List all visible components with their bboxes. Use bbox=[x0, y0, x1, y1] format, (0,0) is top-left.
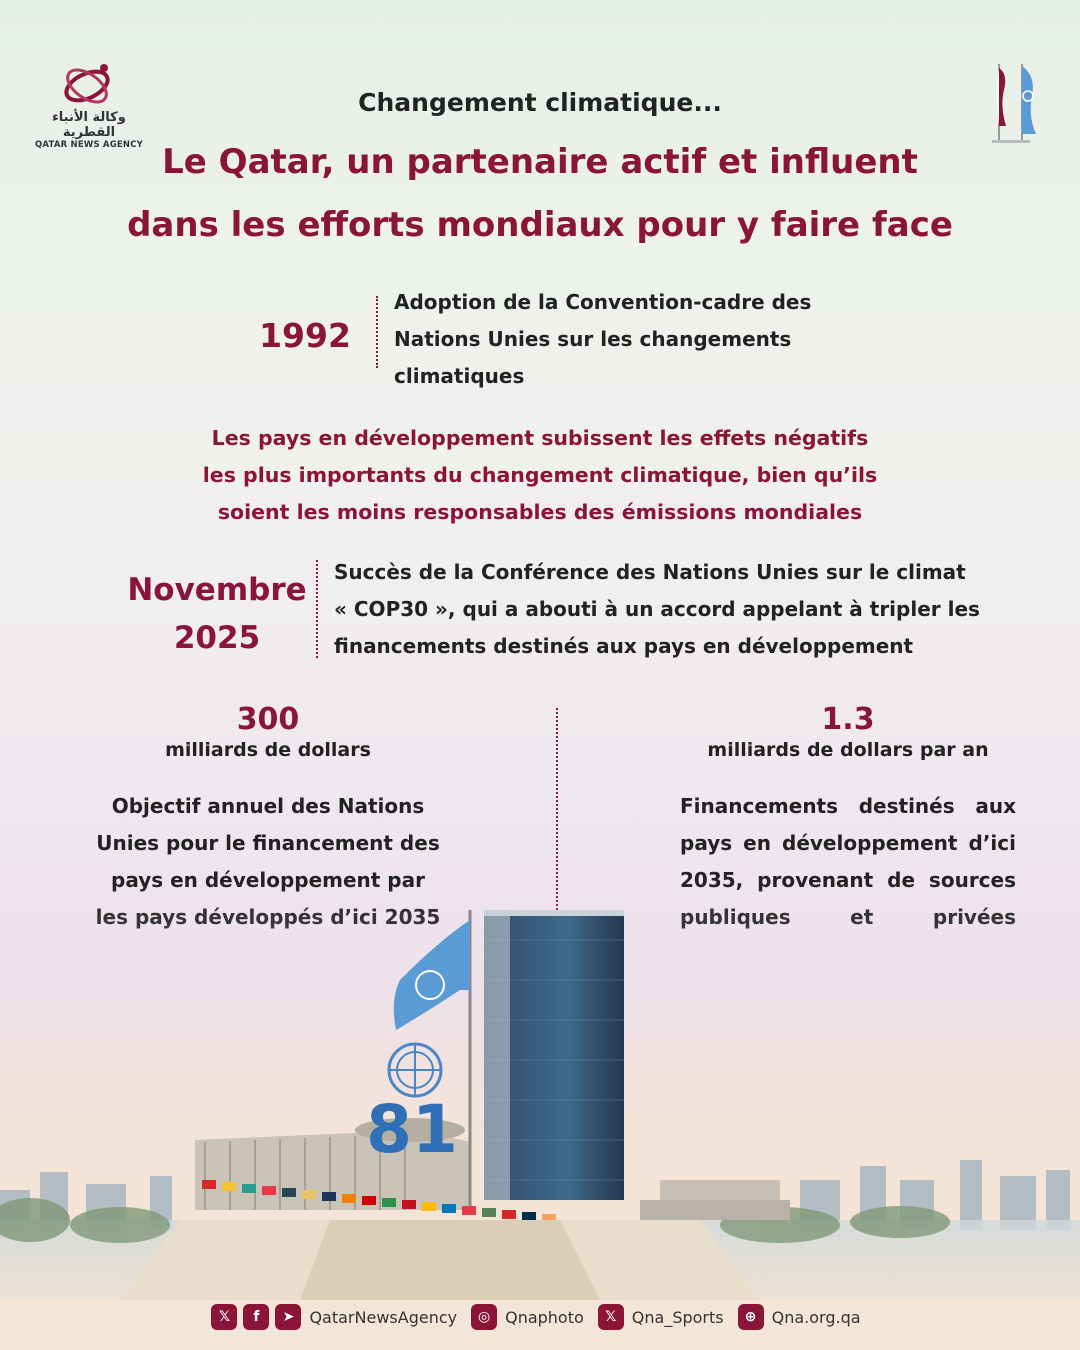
text-line: « COP30 », qui a abouti à un accord appelant à tripler les bbox=[334, 597, 980, 621]
handle-qnaphoto[interactable]: Qnaphoto bbox=[505, 1307, 584, 1327]
text-line: Unies pour le financement des bbox=[96, 831, 440, 855]
brand-name-arabic: وكالة الأنباء القطرية bbox=[52, 110, 126, 140]
social-footer bbox=[0, 1300, 1080, 1334]
anniversary-number: 81 bbox=[366, 1091, 458, 1168]
stat-value: 1.3 bbox=[821, 702, 875, 737]
page-title-line-2: dans les efforts mondiaux pour y faire face bbox=[127, 205, 953, 245]
x-icon[interactable]: 𝕏 bbox=[598, 1304, 624, 1330]
quote-line: soient les moins responsables des émissions mondiales bbox=[217, 500, 863, 524]
telegram-icon[interactable]: ➤ bbox=[275, 1304, 301, 1330]
page-title-line-1: Le Qatar, un partenaire actif et influent bbox=[162, 142, 918, 182]
timeline-text-1992 bbox=[394, 284, 874, 395]
stat-1-3-billion bbox=[638, 702, 1058, 761]
kicker-text: Changement climatique... bbox=[358, 88, 722, 117]
web-icon[interactable]: ⊕ bbox=[738, 1304, 764, 1330]
text-line: Nations Unies sur les changements bbox=[394, 327, 792, 351]
stat-unit: milliards de dollars bbox=[165, 739, 371, 761]
handle-website[interactable]: Qna.org.qa bbox=[771, 1307, 861, 1327]
quote-line: les plus importants du changement climatique, bien qu’ils bbox=[202, 463, 878, 487]
text-line: Adoption de la Convention-cadre des bbox=[394, 290, 812, 314]
stat-value: 300 bbox=[236, 702, 300, 737]
timeline-divider bbox=[316, 560, 318, 658]
text-line: Succès de la Conférence des Nations Unies sur le climat bbox=[334, 560, 966, 584]
x-icon[interactable]: 𝕏 bbox=[211, 1304, 237, 1330]
timeline-text-2025 bbox=[334, 554, 1034, 665]
text-line: climatiques bbox=[394, 364, 525, 388]
text-line: financements destinés aux pays en développement bbox=[334, 634, 914, 658]
un-headquarters-illustration bbox=[0, 880, 1080, 1300]
year-number: 2025 bbox=[173, 620, 261, 656]
handle-qatarnewsagency[interactable]: QatarNewsAgency bbox=[309, 1307, 458, 1327]
highlight-quote bbox=[170, 420, 910, 531]
text-line: Objectif annuel des Nations bbox=[111, 794, 425, 818]
text-line: pays en développement d’ici bbox=[680, 831, 1016, 855]
year-month: Novembre bbox=[127, 572, 307, 608]
stat-300-billion bbox=[58, 702, 478, 761]
quote-line: Les pays en développement subissent les effets négatifs bbox=[211, 426, 869, 450]
handle-qna-sports[interactable]: Qna_Sports bbox=[631, 1307, 724, 1327]
timeline-divider bbox=[376, 296, 378, 368]
facebook-icon[interactable]: f bbox=[243, 1304, 269, 1330]
timeline-year-1992: 1992 bbox=[259, 316, 351, 355]
stat-unit: milliards de dollars par an bbox=[707, 739, 989, 761]
timeline-year-2025 bbox=[112, 566, 322, 662]
instagram-icon[interactable]: ◎ bbox=[471, 1304, 497, 1330]
text-line: Financements destinés aux bbox=[680, 794, 1016, 818]
brand-name-english: QATAR NEWS AGENCY bbox=[34, 140, 143, 150]
